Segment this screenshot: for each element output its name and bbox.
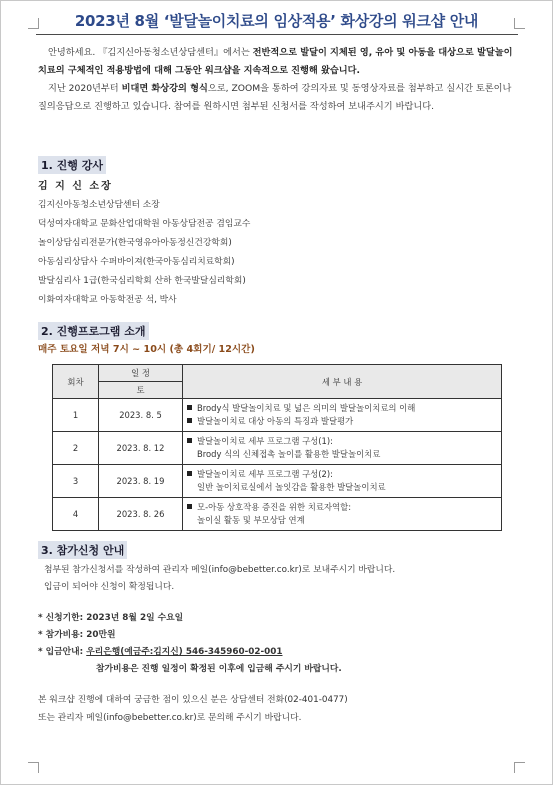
section-heading-registration: 3. 참가신청 안내: [38, 541, 127, 559]
intro-paragraph-1: [38, 44, 516, 80]
header-date-day: 토: [99, 382, 183, 399]
closing-line: 또는 관리자 메일(info@bebetter.co.kr)로 문의해 주시기 바랍니다.: [38, 713, 302, 723]
instructor-bio-line: 놀이상담심리전문가(한국영유아아동정신건강학회): [38, 238, 232, 248]
closing-line: 본 워크샵 진행에 대하여 궁금한 점이 있으신 분은 상담센터 전화(02-401-0477): [38, 695, 348, 705]
instructor-bio-line: 이화여자대학교 아동학전공 석, 박사: [38, 295, 177, 305]
section-heading-instructor: 1. 진행 강사: [38, 156, 106, 174]
detail-line: 일반 놀이치료실에서 놀잇감을 활용한 발달놀이치료: [197, 482, 386, 492]
session-number: 3: [53, 465, 99, 498]
detail-line: Brody 식의 신체접촉 놀이를 활용한 발달놀이치료: [197, 449, 381, 459]
registration-instruction: 입금이 되어야 신청이 확정됩니다.: [44, 582, 175, 592]
session-detail: [183, 432, 502, 465]
deposit-note: 참가비용은 진행 일정이 확정된 이후에 입금해 주시기 바랍니다.: [96, 664, 342, 674]
registration-deadline: * 신청기한: 2023년 8월 2일 수요일: [38, 613, 184, 623]
instructor-bio-line: 발달심리사 1급(한국심리학회 산하 한국발달심리학회): [38, 276, 246, 286]
registration-fee: * 참가비용: 20만원: [38, 630, 116, 640]
instructor-bio-line: 아동심리상담사 수퍼바이져(한국아동심리치료학회): [38, 257, 235, 267]
session-detail: [183, 465, 502, 498]
detail-line: Brody식 발달놀이치료 및 넓은 의미의 발달놀이치료의 이해: [197, 403, 416, 413]
margin-corner-mark: [514, 762, 525, 773]
table-row: [53, 399, 502, 432]
table-row: [53, 465, 502, 498]
square-bullet-icon: [187, 471, 192, 476]
title-divider: [36, 34, 518, 35]
detail-line: 발달놀이치료 세부 프로그램 구성(2):: [197, 469, 333, 479]
program-schedule: 매주 토요일 저녁 7시 ~ 10시 (총 4회기/ 12시간): [38, 344, 255, 355]
program-table: [52, 364, 502, 531]
instructor-bio-line: 덕성여자대학교 문화산업대학원 아동상담전공 겸임교수: [38, 219, 251, 229]
deposit-label: * 입금안내:: [38, 647, 87, 657]
session-detail: [183, 399, 502, 432]
document-title: 2023년 8월 ‘발달놀이치료의 임상적용’ 화상강의 워크샵 안내: [74, 12, 479, 30]
header-detail: 세 부 내 용: [183, 365, 502, 399]
square-bullet-icon: [187, 438, 192, 443]
instructor-name: 김 지 신 소장: [38, 181, 113, 192]
intro-paragraph-2: [38, 80, 516, 116]
instructor-bio-line: 김지신아동청소년상담센터 소장: [38, 200, 160, 210]
intro-text: 안녕하세요. 『김지신아동청소년상담센터』에서는: [48, 47, 253, 58]
header-date: 일 정: [99, 365, 183, 382]
square-bullet-icon: [187, 405, 192, 410]
table-row: [53, 498, 502, 531]
deposit-account: 우리은행(예금주:김지신) 546-345960-02-001: [86, 647, 283, 657]
square-bullet-icon: [187, 418, 192, 423]
session-date: 2023. 8. 26: [99, 498, 183, 531]
intro-emphasis: 비대면 화상강의 형식: [121, 83, 208, 94]
session-number: 1: [53, 399, 99, 432]
session-date: 2023. 8. 12: [99, 432, 183, 465]
session-date: 2023. 8. 19: [99, 465, 183, 498]
table-row: [53, 432, 502, 465]
session-number: 2: [53, 432, 99, 465]
margin-corner-mark: [28, 762, 39, 773]
detail-line: 발달놀이치료 세부 프로그램 구성(1):: [197, 436, 333, 446]
registration-instruction: 첨부된 참가신청서를 작성하여 관리자 메일(info@bebetter.co.kr)로 보내주시기 바랍니다.: [44, 565, 396, 575]
intro-text: 으로, ZOOM을 통하여 강의자료 및 동영상자료를 첨부하고 실시간 토론이나 질의응답으로 진행하고 있습니다. 참여를 원하시면 첨부된 신청서를 작성하여 보내주시기 바랍니다.: [38, 83, 512, 112]
header-session: 회차: [53, 365, 99, 399]
detail-line: 놀이실 활동 및 부모상담 연계: [197, 515, 305, 525]
section-heading-program: 2. 진행프로그램 소개: [38, 322, 149, 340]
deposit-info: [38, 644, 283, 657]
session-date: 2023. 8. 5: [99, 399, 183, 432]
session-detail: [183, 498, 502, 531]
session-number: 4: [53, 498, 99, 531]
detail-line: 모-아동 상호작용 증진을 위한 치료자역할:: [197, 502, 352, 512]
intro-text: 지난 2020년부터: [48, 83, 122, 94]
square-bullet-icon: [187, 504, 192, 509]
intro-emphasis: 전반적으로 발달이 지체된 영, 유아 및 아동을 대상으로 발달놀이치료의 구체적인 적용방법에 대해 그동안 워크샵을 지속적으로 진행해 왔습니다.: [38, 47, 513, 76]
detail-line: 발달놀이치료 대상 아동의 특징과 발달평가: [197, 416, 354, 426]
